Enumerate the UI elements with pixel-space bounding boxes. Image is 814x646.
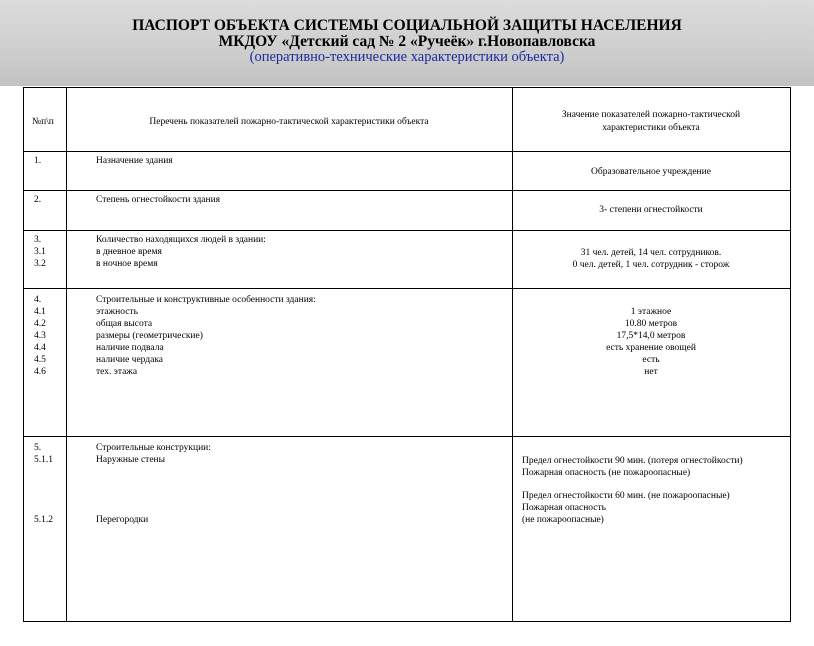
row3-item-day: в дневное время [96,247,162,257]
row5-partitions-fire-resistance: Предел огнестойкости 60 мин. (не пожароопасные) [522,491,730,501]
row4-value-basement: есть хранение овощей [606,343,696,353]
row4-num-5: 4.5 [34,355,46,365]
slide-header [0,0,814,86]
row-divider-2 [24,230,790,231]
row4-value-dimensions: 17,5*14,0 метров [616,331,686,341]
row5-walls-fire-resistance: Предел огнестойкости 90 мин. (потеря огнестойкости) [522,456,743,466]
row-divider-4 [24,436,790,437]
col-header-num: №п\п [32,117,54,127]
row4-item-basement: наличие подвала [96,343,164,353]
row4-label: Строительные и конструктивные особенности здания: [96,295,316,305]
row4-num-6: 4.6 [34,367,46,377]
row4-value-tech-floor: нет [644,367,658,377]
page-subtitle: (оперативно-технические характеристики объекта) [249,49,565,65]
row4-item-dimensions: размеры (геометрические) [96,331,203,341]
row1-label: Назначение здания [96,156,173,166]
row5-num-2: 5.1.2 [34,515,53,525]
row1-num: 1. [34,156,42,166]
row3-num-2: 3.2 [34,259,46,269]
row5-num-1: 5.1.1 [34,455,53,465]
row5-walls-fire-hazard: Пожарная опасность (не пожароопасные) [522,468,691,478]
row4-item-tech-floor: тех. этажа [96,367,138,377]
row-divider-1 [24,190,790,191]
row4-item-floors: этажность [96,307,138,317]
row3-num: 3. [34,235,42,245]
row-divider-3 [24,288,790,289]
row3-item-night: в ночное время [96,259,158,269]
col-header-values-line2: характеристики объекта [602,123,700,133]
page-title-line2: МКДОУ «Детский сад № 2 «Ручеёк» г.Новопавловска [218,33,596,50]
passport-table [23,87,791,622]
row5-partitions-fire-hazard: Пожарная опасность [522,503,606,513]
col-header-values-line1: Значение показателей пожарно-тактической [561,110,741,120]
row-divider-header [24,151,790,152]
row4-value-height: 10.80 метров [624,319,678,329]
row3-value-day: 31 чел. детей, 14 чел. сотрудников. [580,248,722,258]
row4-item-attic: наличие чердака [96,355,164,365]
row2-label: Степень огнестойкости здания [96,195,221,205]
col-header-indicators: Перечень показателей пожарно-тактической характеристики объекта [149,117,429,127]
row5-partitions-fire-hazard-note: (не пожароопасные) [522,515,604,525]
row3-value-night: 0 чел. детей, 1 чел. сотрудник - сторож [572,260,730,270]
row4-num-2: 4.2 [34,319,46,329]
row4-num: 4. [34,295,42,305]
row2-num: 2. [34,195,42,205]
row5-item-partitions: Перегородки [96,515,149,525]
row4-item-height: общая высота [96,319,153,329]
row4-num-4: 4.4 [34,343,46,353]
row5-item-walls: Наружные стены [96,455,166,465]
row3-num-1: 3.1 [34,247,46,257]
column-divider-1 [66,88,67,621]
row4-num-1: 4.1 [34,307,46,317]
row4-value-attic: есть [642,355,660,365]
row5-label: Строительные конструкции: [96,443,211,453]
row4-value-floors: 1 этажное [630,307,672,317]
page-title: ПАСПОРТ ОБЪЕКТА СИСТЕМЫ СОЦИАЛЬНОЙ ЗАЩИТЫ НАСЕЛЕНИЯ [132,17,682,34]
row4-num-3: 4.3 [34,331,46,341]
row2-value: 3- степени огнестойкости [599,205,703,215]
row1-value: Образовательное учреждение [591,167,711,177]
row3-label: Количество находящихся людей в здании: [96,235,266,245]
row5-num: 5. [34,443,42,453]
